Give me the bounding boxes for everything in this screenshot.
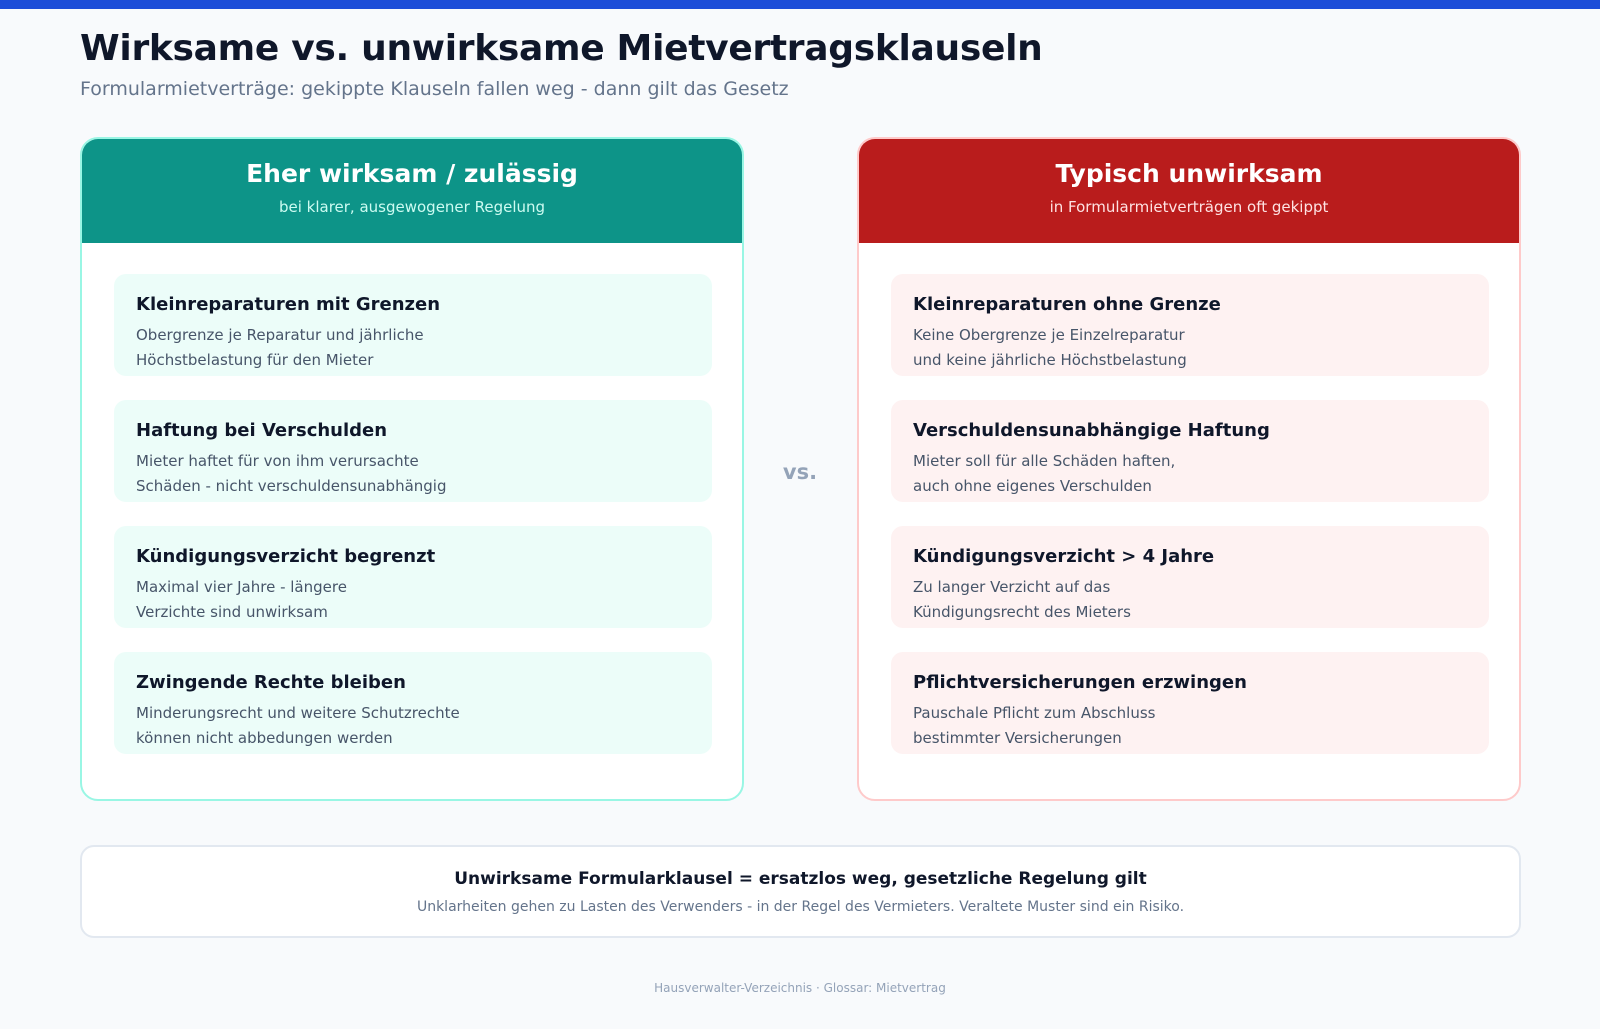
- invalid-clauses-panel: [857, 137, 1521, 801]
- clause-description: Mieter haftet für von ihm verursachte Schäden - nicht verschuldensunabhängig: [136, 452, 447, 495]
- clause-description: Obergrenze je Reparatur und jährliche Höchstbelastung für den Mieter: [136, 326, 424, 369]
- valid-clauses-panel: [80, 137, 744, 801]
- clause-description: Keine Obergrenze je Einzelreparatur und keine jährliche Höchstbelastung: [913, 326, 1187, 369]
- clause-title: Kleinreparaturen mit Grenzen: [136, 294, 441, 315]
- versus-label: vs.: [782, 460, 818, 484]
- clause-title: Kündigungsverzicht > 4 Jahre: [913, 546, 1215, 567]
- clause-title: Kleinreparaturen ohne Grenze: [913, 294, 1221, 315]
- valid-clause-card: [114, 400, 712, 502]
- invalid-clause-card: [891, 526, 1489, 628]
- clause-title: Haftung bei Verschulden: [136, 420, 388, 441]
- clause-description: Mieter soll für alle Schäden haften, auch ohne eigenes Verschulden: [913, 452, 1176, 495]
- clause-description: Maximal vier Jahre - längere Verzichte sind unwirksam: [136, 578, 347, 621]
- invalid-panel-title: Typisch unwirksam: [1055, 159, 1323, 188]
- footer-source: Hausverwalter-Verzeichnis · Glossar: Mietvertrag: [654, 981, 946, 995]
- summary-title: Unwirksame Formularklausel = ersatzlos weg, gesetzliche Regelung gilt: [454, 869, 1147, 889]
- valid-clause-card: [114, 652, 712, 754]
- clause-title: Kündigungsverzicht begrenzt: [136, 546, 436, 567]
- summary-text: Unklarheiten gehen zu Lasten des Verwenders - in der Regel des Vermieters. Veraltete Muster sind ein Risiko.: [416, 899, 1185, 915]
- clause-title: Zwingende Rechte bleiben: [136, 672, 406, 693]
- valid-panel-title: Eher wirksam / zulässig: [246, 159, 578, 188]
- clause-description: Zu langer Verzicht auf das Kündigungsrecht des Mieters: [913, 578, 1131, 621]
- valid-clause-card: [114, 526, 712, 628]
- top-accent-bar: [0, 0, 1600, 9]
- summary-box: [80, 845, 1521, 938]
- invalid-panel-header: [859, 139, 1519, 243]
- clause-title: Verschuldensunabhängige Haftung: [913, 420, 1270, 441]
- valid-panel-header: [82, 139, 742, 243]
- clause-title: Pflichtversicherungen erzwingen: [913, 672, 1247, 693]
- clause-description: Minderungsrecht und weitere Schutzrechte können nicht abbedungen werden: [136, 704, 460, 747]
- valid-clause-card: [114, 274, 712, 376]
- valid-panel-subtitle: bei klarer, ausgewogener Regelung: [278, 198, 546, 216]
- page-subtitle: Formularmietverträge: gekippte Klauseln fallen weg - dann gilt das Gesetz: [80, 78, 789, 100]
- invalid-clause-card: [891, 274, 1489, 376]
- invalid-clause-card: [891, 652, 1489, 754]
- page-title: Wirksame vs. unwirksame Mietvertragsklauseln: [80, 28, 1043, 69]
- invalid-clause-card: [891, 400, 1489, 502]
- invalid-panel-subtitle: in Formularmietverträgen oft gekippt: [1049, 198, 1329, 216]
- clause-description: Pauschale Pflicht zum Abschluss bestimmter Versicherungen: [913, 704, 1156, 747]
